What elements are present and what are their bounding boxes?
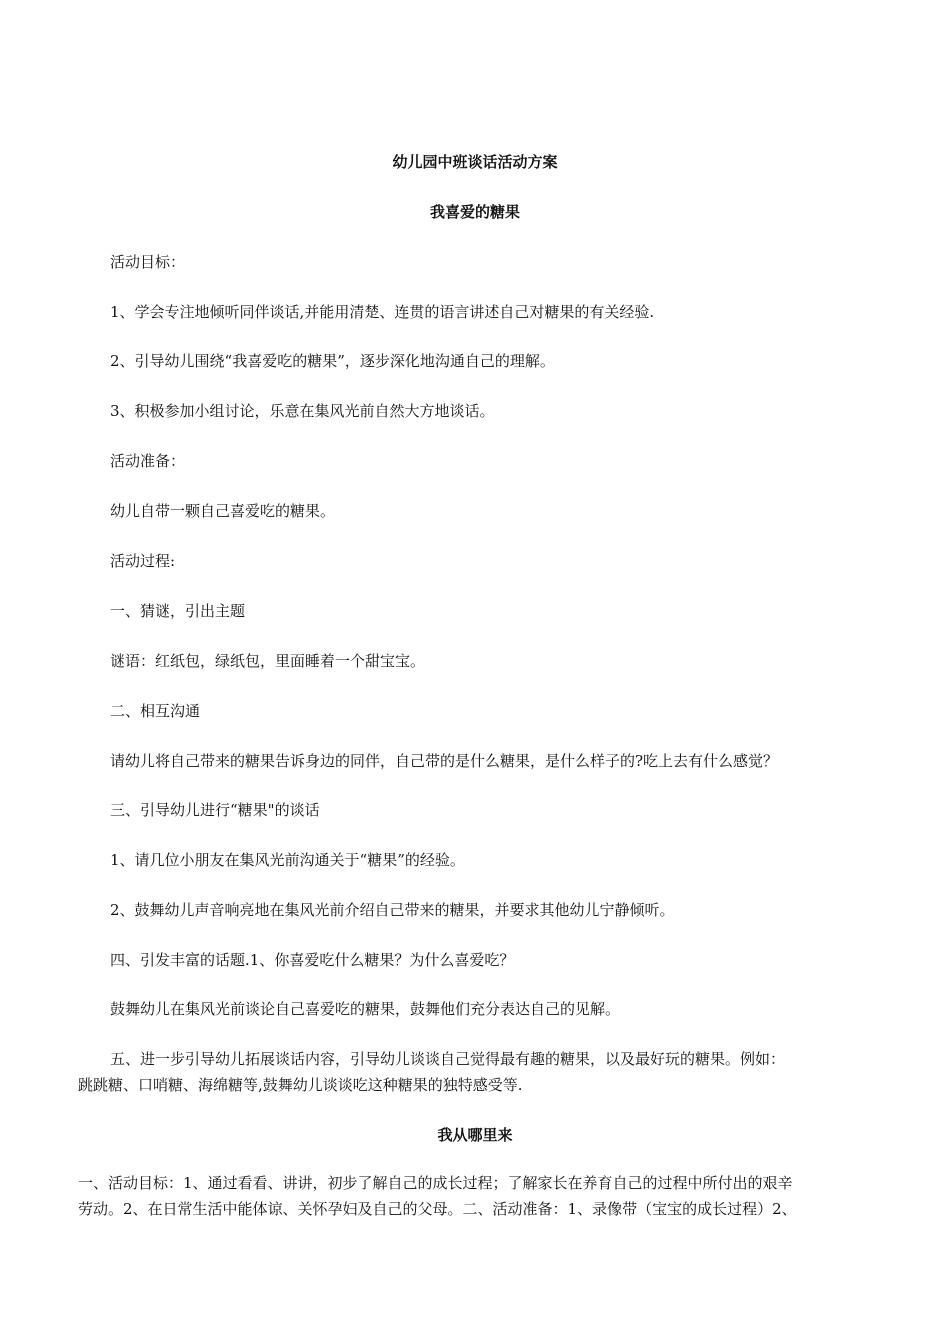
paragraph-preparation-heading: 活动准备： (110, 452, 186, 470)
paragraph-step-1: 一、猜谜，引出主题 (110, 602, 246, 620)
paragraph-step-2-detail: 请幼儿将自己带来的糖果告诉身边的同伴，自己带的是什么糖果，是什么样子的?吃上去有什么感觉？ (110, 752, 779, 770)
section-title-candy: 我喜爱的糖果 (429, 203, 520, 221)
paragraph-step-5-line-2: 跳跳糖、口哨糖、海绵糖等,鼓舞幼儿谈谈吃这种糖果的独特感受等. (78, 1076, 523, 1094)
paragraph-goals-heading: 活动目标： (110, 253, 186, 271)
paragraph-riddle: 谜语：红纸包，绿纸包，里面睡着一个甜宝宝。 (110, 652, 426, 670)
paragraph-step-4-detail: 鼓舞幼儿在集风光前谈论自己喜爱吃的糖果，鼓舞他们充分表达自己的见解。 (110, 1000, 621, 1018)
paragraph-goal-1: 1、学会专注地倾听同伴谈话,并能用清楚、连贯的语言讲述自己对糖果的有关经验. (110, 303, 655, 321)
paragraph-origin (78, 1170, 878, 1222)
paragraph-step-5-line-1: 五、进一步引导幼儿拓展谈话内容，引导幼儿谈谈自己觉得最有趣的糖果，以及最好玩的糖果。例如： (110, 1050, 786, 1068)
paragraph-process-heading: 活动过程: (110, 552, 176, 570)
document-title: 幼儿园中班谈话活动方案 (392, 153, 558, 171)
paragraph-goal-3: 3、积极参加小组讨论，乐意在集风光前自然大方地谈话。 (110, 402, 495, 420)
paragraph-preparation: 幼儿自带一颗自己喜爱吃的糖果。 (110, 502, 336, 520)
paragraph-goal-2: 2、引导幼儿围绕“我喜爱吃的糖果”，逐步深化地沟通自己的理解。 (110, 352, 555, 370)
paragraph-step-2: 二、相互沟通 (110, 702, 201, 720)
paragraph-step-4: 四、引发丰富的话题.1、你喜爱吃什么糖果？为什么喜爱吃？ (110, 951, 515, 969)
paragraph-step-5 (78, 1046, 878, 1098)
section-title-origin: 我从哪里来 (437, 1126, 513, 1144)
paragraph-step-3-item-2: 2、鼓舞幼儿声音响亮地在集风光前介绍自己带来的糖果，并要求其他幼儿宁静倾听。 (110, 901, 675, 919)
paragraph-step-3-item-1: 1、请几位小朋友在集风光前沟通关于“糖果”的经验。 (110, 851, 465, 869)
paragraph-origin-line-2: 劳动。2、在日常生活中能体谅、关怀孕妇及自己的父母。二、活动准备：1、录像带（宝宝的成长过程）2、 (78, 1200, 797, 1218)
paragraph-step-3: 三、引导幼儿进行“糖果"的谈话 (110, 801, 320, 819)
paragraph-origin-line-1: 一、活动目标：1、通过看看、讲讲，初步了解自己的成长过程；了解家长在养育自己的过程中所付出的艰辛 (78, 1174, 793, 1192)
